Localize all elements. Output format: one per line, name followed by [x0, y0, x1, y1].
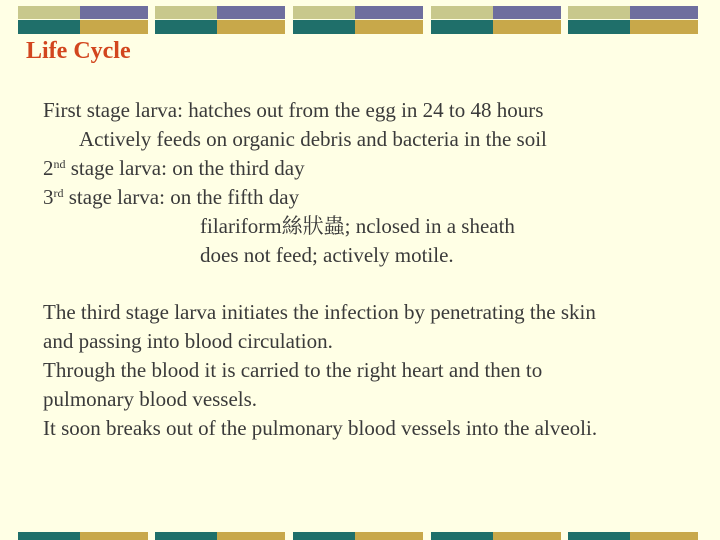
band-cell [493, 532, 561, 540]
band-cell [155, 20, 217, 34]
band-block [431, 532, 561, 540]
paragraph-line: Through the blood it is carried to the right heart and then to [43, 358, 543, 382]
band-cell [18, 6, 80, 19]
band-block [568, 6, 698, 34]
stage3-detail-1: filariform絲狀蟲; nclosed in a sheath [200, 214, 515, 238]
band-cell [431, 6, 493, 19]
band-cell [568, 532, 630, 540]
band-cell [630, 6, 698, 19]
band-cell [217, 20, 285, 34]
band-cell [431, 20, 493, 34]
stage3-suffix: rd [53, 186, 64, 200]
band-block [568, 532, 698, 540]
band-cell [18, 20, 80, 34]
paragraph-line: It soon breaks out of the pulmonary blood vessels into the alveoli. [43, 416, 598, 440]
band-cell [80, 20, 148, 34]
paragraph-gap [43, 270, 703, 298]
band-cell [293, 20, 355, 34]
band-block [155, 6, 285, 34]
band-cell [80, 532, 148, 540]
band-cell [493, 6, 561, 19]
band-cell [293, 6, 355, 19]
band-block [18, 532, 148, 540]
band-cell [293, 532, 355, 540]
band-cell [355, 6, 423, 19]
band-cell [80, 6, 148, 19]
band-cell [431, 532, 493, 540]
band-cell [630, 20, 698, 34]
paragraph-line: pulmonary blood vessels. [43, 387, 258, 411]
band-cell [493, 20, 561, 34]
band-cell [568, 20, 630, 34]
stage3-detail-2: does not feed; actively motile. [200, 243, 454, 267]
paragraph-line: The third stage larva initiates the infection by penetrating the skin [43, 300, 596, 324]
stage2-line [43, 154, 703, 183]
slide-body [43, 96, 703, 443]
band-block [155, 532, 285, 540]
top-decorative-band [0, 6, 720, 36]
stage1-line: First stage larva: hatches out from the egg in 24 to 48 hours [43, 98, 544, 122]
band-block [431, 6, 561, 34]
band-cell [217, 532, 285, 540]
bottom-decorative-band [0, 532, 720, 540]
band-block [293, 6, 423, 34]
stage3-text: stage larva: on the fifth day [63, 185, 300, 209]
band-block [18, 6, 148, 34]
stage1-detail: Actively feeds on organic debris and bacteria in the soil [79, 127, 547, 151]
band-cell [630, 532, 698, 540]
stage2-number: 2 [43, 156, 54, 180]
stage3-number: 3 [43, 185, 54, 209]
stage3-line [43, 183, 703, 212]
band-cell [155, 6, 217, 19]
stage2-suffix: nd [53, 157, 66, 171]
band-cell [217, 6, 285, 19]
band-cell [18, 532, 80, 540]
stage2-text: stage larva: on the third day [65, 156, 305, 180]
band-cell [355, 532, 423, 540]
band-cell [355, 20, 423, 34]
band-block [293, 532, 423, 540]
band-cell [155, 532, 217, 540]
band-cell [568, 6, 630, 19]
paragraph-line: and passing into blood circulation. [43, 329, 333, 353]
slide-title: Life Cycle [26, 38, 131, 64]
